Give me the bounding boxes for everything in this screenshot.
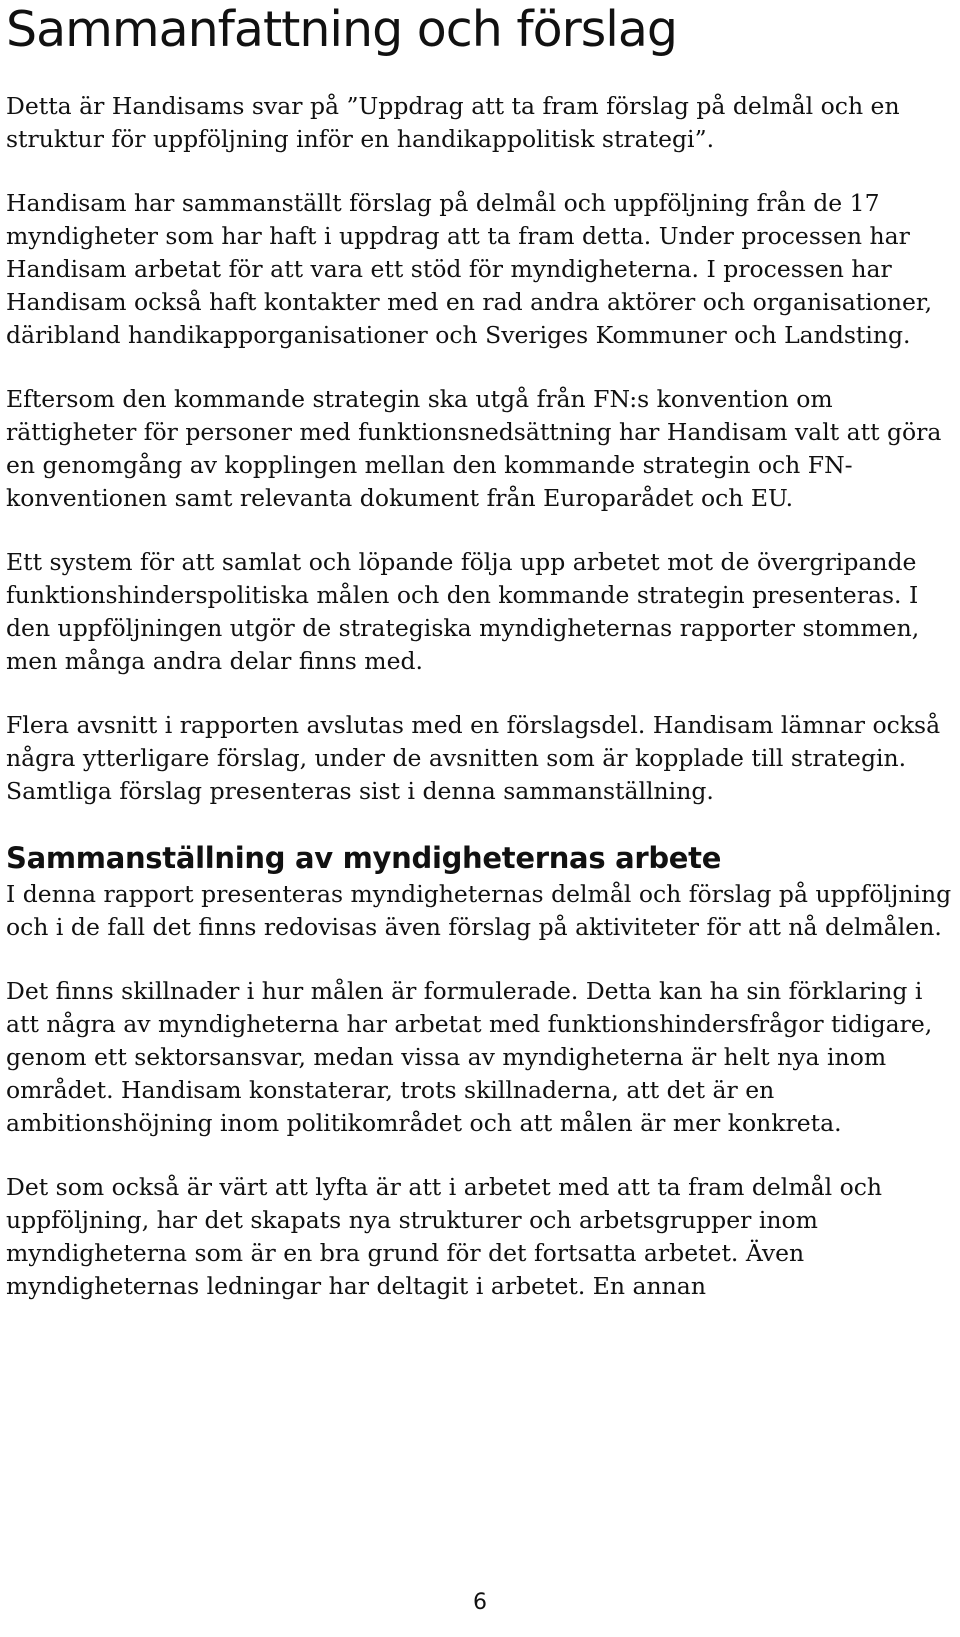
- section-paragraph-2: Det finns skillnader i hur målen är formulerade. Detta kan ha sin förklaring i att några av myndigheterna har arbetat med funktionshindersfrågor tidigare, genom ett sektorsansvar, medan vissa av myndigheterna är helt nya inom området. Handisam konstaterar, trots skillnaderna, att det är en ambitionshöjning inom politikområdet och att målen är mer konkreta.: [6, 977, 933, 1137]
- document-page: [6, 0, 956, 1303]
- page-title: Sammanfattning och förslag: [6, 1, 677, 58]
- intro-paragraph-4: Ett system för att samlat och löpande följa upp arbetet mot de övergripande funktionshinderspolitiska målen och den kommande strategin presenteras. I den uppföljningen utgör de strategiska myndigheternas rapporter stommen, men många andra delar finns med.: [6, 548, 920, 675]
- intro-paragraph-2: Handisam har sammanställt förslag på delmål och uppföljning från de 17 myndigheter som har haft i uppdrag att ta fram detta. Under processen har Handisam arbetat för att vara ett stöd för myndigheterna. I processen har Handisam också haft kontakter med en rad andra aktörer och organisationer, däribland handikapporganisationer och Sveriges Kommuner och Landsting.: [6, 189, 933, 349]
- intro-paragraph-3: Eftersom den kommande strategin ska utgå från FN:s konvention om rättigheter för personer med funktionsnedsättning har Handisam valt att göra en genomgång av kopplingen mellan den kommande strategin och FN-konventionen samt relevanta dokument från Europarådet och EU.: [6, 385, 942, 512]
- page-number: 6: [473, 1590, 487, 1615]
- section-heading: Sammanställning av myndigheternas arbete: [6, 841, 722, 875]
- intro-paragraph-1: Detta är Handisams svar på ”Uppdrag att ta fram förslag på delmål och en struktur för uppföljning inför en handikappolitisk strategi”.: [6, 92, 900, 153]
- section-paragraph-1: I denna rapport presenteras myndigheternas delmål och förslag på uppföljning och i de fall det finns redovisas även förslag på aktiviteter för att nå delmålen.: [6, 880, 952, 941]
- intro-paragraph-5: Flera avsnitt i rapporten avslutas med en förslagsdel. Handisam lämnar också några ytterligare förslag, under de avsnitten som är kopplade till strategin. Samtliga förslag presenteras sist i denna sammanställning.: [6, 711, 941, 805]
- section-paragraph-3: Det som också är värt att lyfta är att i arbetet med att ta fram delmål och uppföljning, har det skapats nya strukturer och arbetsgrupper inom myndigheterna som är en bra grund för det fortsatta arbetet. Även myndigheternas ledningar har deltagit i arbetet. En annan: [6, 1173, 883, 1300]
